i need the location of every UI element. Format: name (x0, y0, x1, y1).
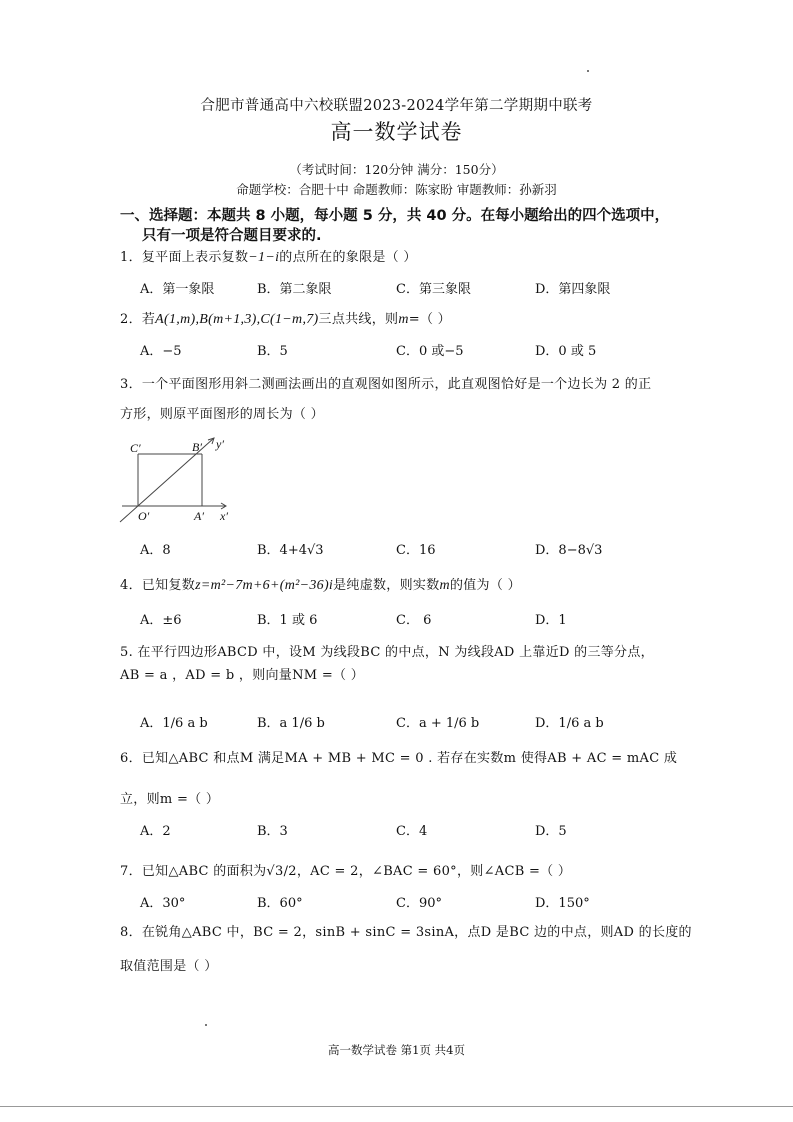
question-2-stem: 2．若A(1,m),B(m+1,3),C(1−m,7)三点共线，则m=（ ） (120, 312, 451, 327)
question-3-option-b: B．4+4√3 (257, 543, 324, 558)
question-4-option-d: D．1 (535, 613, 567, 628)
question-6-line2: 立，则m =（ ） (120, 792, 220, 807)
page-bottom-rule (0, 1106, 793, 1107)
question-7-option-a: A．30° (140, 896, 186, 911)
question-5-option-b: B．a 1/6 b (257, 716, 325, 731)
question-4-option-c: C． 6 (396, 613, 432, 628)
page-footer: 高一数学试卷 第1页 共4页 (328, 1043, 465, 1057)
label-a-prime: A′ (194, 509, 204, 523)
exam-authors: 命题学校：合肥十中 命题教师：陈家盼 审题教师：孙新羽 (236, 182, 557, 197)
question-4-option-b: B．1 或 6 (257, 613, 318, 628)
question-6-option-a: A．2 (140, 824, 171, 839)
question-6-line1: 6．已知△ABC 和点M 满足MA + MB + MC = 0 . 若存在实数m 使得AB + AC = mAC 成 (120, 751, 678, 766)
section-heading-line1: 一、选择题：本题共 8 小题，每小题 5 分，共 40 分。在每小题给出的四个选项中， (120, 208, 670, 224)
question-3-option-d: D．8−8√3 (535, 543, 603, 558)
question-5-line2: AB = a ，AD = b ，则向量NM =（ ） (120, 668, 365, 683)
question-1-option-a: A．第一象限 (140, 282, 215, 297)
question-7-line1: 7．已知△ABC 的面积为√3/2，AC = 2，∠BAC = 60°，则∠ACB =（ ） (120, 864, 572, 879)
question-5-option-d: D．1/6 a b (535, 716, 604, 731)
label-y-prime: y′ (216, 437, 224, 451)
question-7-option-d: D．150° (535, 896, 590, 911)
question-5-option-c: C．a + 1/6 b (396, 716, 480, 731)
exam-school-line: 合肥市普通高中六校联盟2023-2024学年第二学期期中联考 (200, 98, 593, 114)
question-1-stem: 1．复平面上表示复数−1−i的点所在的象限是（ ） (120, 250, 417, 265)
oblique-projection-figure (118, 436, 238, 526)
question-4-option-a: A．±6 (140, 613, 182, 628)
question-8-line1: 8．在锐角△ABC 中，BC = 2，sinB + sinC = 3sinA，点D 是BC 边的中点，则AD 的长度的 (120, 925, 692, 940)
exam-info: （考试时间：120分钟 满分：150分） (289, 162, 504, 177)
question-7-option-b: B．60° (257, 896, 303, 911)
question-6-option-c: C．4 (396, 824, 428, 839)
question-3-option-c: C．16 (396, 543, 436, 558)
exam-title: 高一数学试卷 (330, 120, 463, 144)
label-c-prime: C′ (130, 441, 141, 455)
label-o-prime: O′ (138, 509, 150, 523)
section-heading-line2: 只有一项是符合题目要求的. (142, 228, 322, 244)
question-7-option-c: C．90° (396, 896, 442, 911)
question-2-option-a: A．−5 (140, 344, 182, 359)
question-2-option-c: C．0 或−5 (396, 344, 464, 359)
question-8-line2: 取值范围是（ ） (120, 959, 218, 974)
question-5-option-a: A．1/6 a b (140, 716, 208, 731)
label-x-prime: x′ (220, 509, 228, 523)
question-3-line2: 方形，则原平面图形的周长为（ ） (120, 407, 324, 422)
question-1-option-b: B．第二象限 (257, 282, 332, 297)
question-6-option-d: D．5 (535, 824, 567, 839)
question-3-option-a: A．8 (140, 543, 171, 558)
scan-speck (587, 70, 589, 72)
question-1-option-c: C．第三象限 (396, 282, 471, 297)
question-6-option-b: B．3 (257, 824, 288, 839)
question-2-option-b: B．5 (257, 344, 288, 359)
question-2-option-d: D．0 或 5 (535, 344, 597, 359)
question-3-line1: 3．一个平面图形用斜二测画法画出的直观图如图所示，此直观图恰好是一个边长为 2 的正 (120, 377, 652, 392)
question-1-option-d: D．第四象限 (535, 282, 611, 297)
question-5-line1: 5. 在平行四边形ABCD 中，设M 为线段BC 的中点，N 为线段AD 上靠近D 的三等分点， (120, 645, 654, 660)
scan-speck (205, 1024, 207, 1026)
question-4-stem: 4．已知复数z=m²−7m+6+(m²−36)i是纯虚数，则实数m的值为（ ） (120, 578, 521, 593)
label-b-prime: B′ (192, 440, 202, 454)
